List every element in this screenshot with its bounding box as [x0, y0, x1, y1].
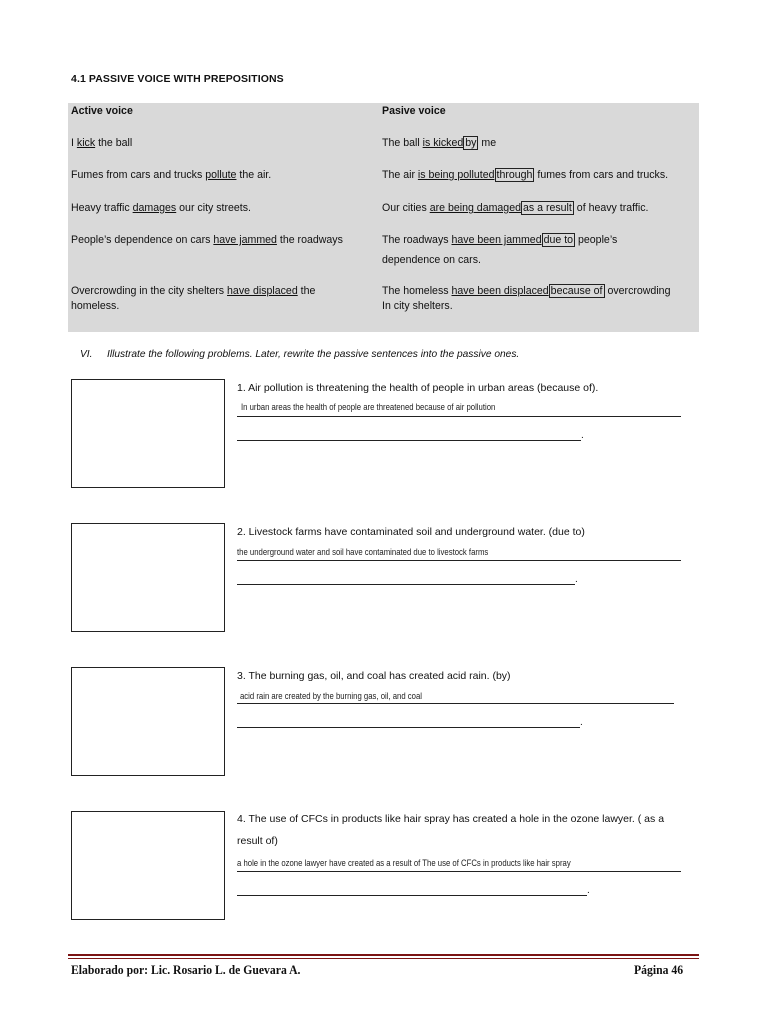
- table-row-passive: The homeless have been displaced because of overcrowding In city shelters.: [382, 285, 671, 312]
- table-row-passive: The air is being polluted through fumes from cars and trucks.: [382, 169, 669, 181]
- footer-rule-thin: [68, 958, 699, 959]
- answer-line: [237, 584, 575, 585]
- line-end-period: .: [580, 717, 583, 728]
- answer-text[interactable]: a hole in the ozone lawyer have created as a result of The use of CFCs in products like hair spray: [237, 858, 571, 868]
- column-header-active: Active voice: [71, 105, 133, 117]
- footer-author: Elaborado por: Lic. Rosario L. de Guevara A.: [71, 962, 301, 977]
- answer-text[interactable]: In urban areas the health of people are threatened because of air pollution: [241, 402, 496, 412]
- answer-line: [237, 727, 580, 728]
- illustration-box[interactable]: [71, 379, 225, 488]
- table-row-passive: The roadways have been jammed due to people’s dependence on cars.: [382, 234, 618, 266]
- answer-line: [237, 703, 674, 704]
- problem-prompt: 2. Livestock farms have contaminated soil and underground water. (due to): [237, 526, 585, 538]
- answer-text[interactable]: the underground water and soil have contaminated due to livestock farms: [237, 547, 489, 557]
- answer-text[interactable]: acid rain are created by the burning gas, oil, and coal: [240, 691, 423, 701]
- column-header-passive: Pasive voice: [382, 105, 446, 117]
- table-row-passive: Our cities are being damaged as a result of heavy traffic.: [382, 202, 649, 214]
- problem-prompt: 1. Air pollution is threatening the health of people in urban areas (because of).: [237, 382, 599, 394]
- table-row-active: Overcrowding in the city shelters have displaced the homeless.: [71, 285, 316, 312]
- answer-line: [237, 895, 587, 896]
- problem-prompt: 3. The burning gas, oil, and coal has created acid rain. (by): [237, 670, 511, 682]
- line-end-period: .: [575, 574, 578, 585]
- answer-line: [237, 560, 681, 561]
- illustration-box[interactable]: [71, 667, 225, 776]
- answer-line: [237, 871, 681, 872]
- voice-table: [68, 103, 699, 332]
- illustration-box[interactable]: [71, 523, 225, 632]
- table-row-active: People’s dependence on cars have jammed the roadways: [71, 234, 343, 246]
- instructions: VI. Illustrate the following problems. Later, rewrite the passive sentences into the passive ones.: [80, 349, 520, 360]
- page-number: Página 46: [634, 962, 684, 977]
- section-heading: 4.1 PASSIVE VOICE WITH PREPOSITIONS: [71, 73, 284, 85]
- line-end-period: .: [587, 885, 590, 896]
- table-row-passive: The ball is kicked by me: [382, 137, 497, 149]
- answer-line: [237, 416, 681, 417]
- line-end-period: .: [581, 430, 584, 441]
- answer-line: [237, 440, 581, 441]
- footer-rule: [68, 954, 699, 956]
- table-row-active: Fumes from cars and trucks pollute the air.: [71, 169, 272, 181]
- illustration-box[interactable]: [71, 811, 225, 920]
- table-row-active: I kick the ball: [71, 137, 133, 149]
- problem-prompt: 4. The use of CFCs in products like hair spray has created a hole in the ozone lawyer. ( as a result of): [237, 813, 665, 847]
- table-row-active: Heavy traffic damages our city streets.: [71, 202, 251, 214]
